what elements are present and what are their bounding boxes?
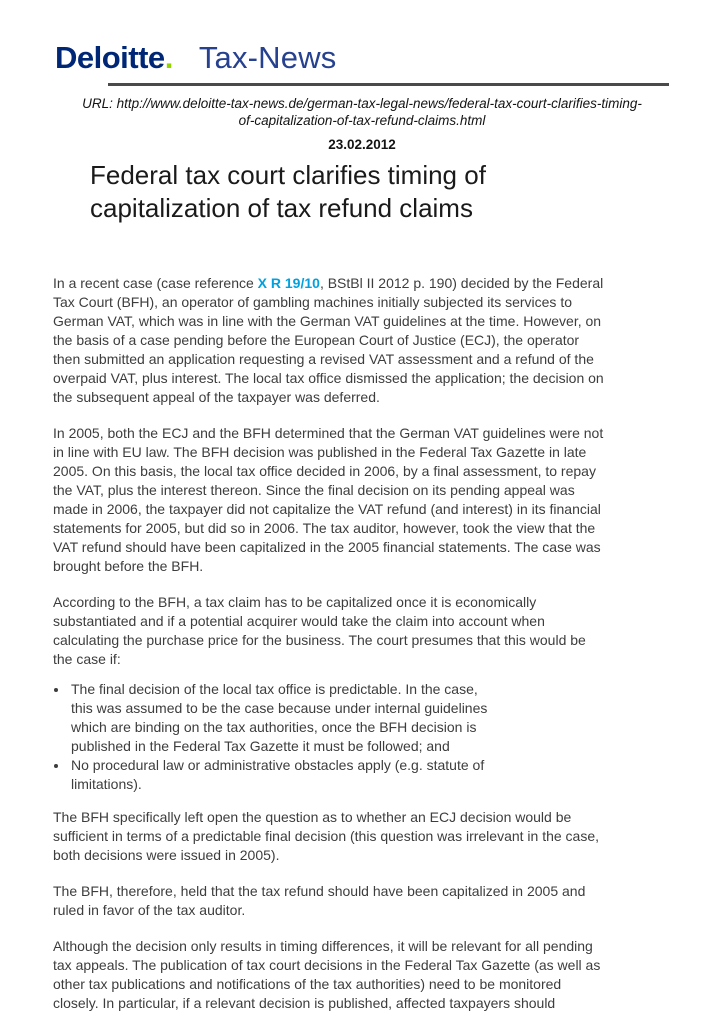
paragraph-3: According to the BFH, a tax claim has to be capitalized once it is economically substantiated and if a potential acquirer would take the claim into account when calculating the purchase price for the business. The court presumes that this would be the case if: (53, 594, 586, 667)
article-body (53, 274, 605, 1013)
publication-date: 23.02.2012 (328, 137, 396, 152)
list-item: • No procedural law or administrative obstacles apply (e.g. statute of limitations). (69, 756, 498, 794)
paragraph-4: The BFH specifically left open the question as to whether an ECJ decision would be sufficient in terms of a predictable final decision (this question was irrelevant in the case, both decisions were issued in 2005). (53, 809, 600, 863)
paragraph-1-text-before: In a recent case (case reference (53, 275, 258, 291)
source-url: URL: http://www.deloitte-tax-news.de/german-tax-legal-news/federal-tax-court-clarifies-timing-of-capitalization-of-tax-refund-claims.html (82, 96, 642, 128)
product-title: Tax-News (198, 40, 337, 75)
header-divider (108, 83, 669, 86)
page-title: Federal tax court clarifies timing of capitalization of tax refund claims (90, 160, 486, 223)
page-header (0, 0, 724, 86)
case-reference-link[interactable]: X R 19/10 (257, 275, 320, 291)
paragraph-2: In 2005, both the ECJ and the BFH determined that the German VAT guidelines were not in line with EU law. The BFH decision was published in the Federal Tax Gazette in late 2005. On this basis, the local tax office decided in 2006, by a final assessment, to repay the VAT, plus the interest thereon. Since the final decision on its pending appeal was made in 2006, the taxpayer did not capitalize the VAT refund (and interest) in its financial statements for 2005, but did so in 2006. The tax auditor, however, took the view that the VAT refund should have been capitalized in the 2005 financial statements. The case was brought before the BFH. (53, 425, 604, 574)
deloitte-green-dot: . (164, 40, 173, 75)
criteria-list (53, 680, 498, 794)
paragraph-5: The BFH, therefore, held that the tax refund should have been capitalized in 2005 and ruled in favor of the tax auditor. (53, 883, 586, 918)
article-meta (0, 95, 724, 152)
paragraph-1 (53, 274, 605, 407)
list-item: • The final decision of the local tax office is predictable. In the case, this was assumed to be the case because under internal guidelines which are binding on the tax authorities, once the BFH decision is published in the Federal Tax Gazette it must be followed; and (69, 680, 498, 756)
deloitte-wordmark-text: Deloitte (55, 40, 165, 75)
paragraph-6: Although the decision only results in timing differences, it will be relevant for all pending tax appeals. The publication of tax court decisions in the Federal Tax Gazette (as well as other tax publications and notifications of the tax authorities) need to be monitored closely. In particular, if a relevant decision is published, affected taxpayers should (53, 938, 601, 1011)
paragraph-1-text-after: , BStBl II 2012 p. 190) decided by the Federal Tax Court (BFH), an operator of gambling machines initially subjected its services to German VAT, which was in line with the German VAT guidelines at the time. However, on the basis of a case pending before the European Court of Justice (ECJ), the operator then submitted an application requesting a revised VAT assessment and a refund of the overpaid VAT, plus interest. The local tax office dismissed the application; the decision on the subsequent appeal of the taxpayer was deferred. (53, 275, 604, 405)
brand-logo (55, 40, 724, 76)
deloitte-wordmark (55, 40, 173, 76)
